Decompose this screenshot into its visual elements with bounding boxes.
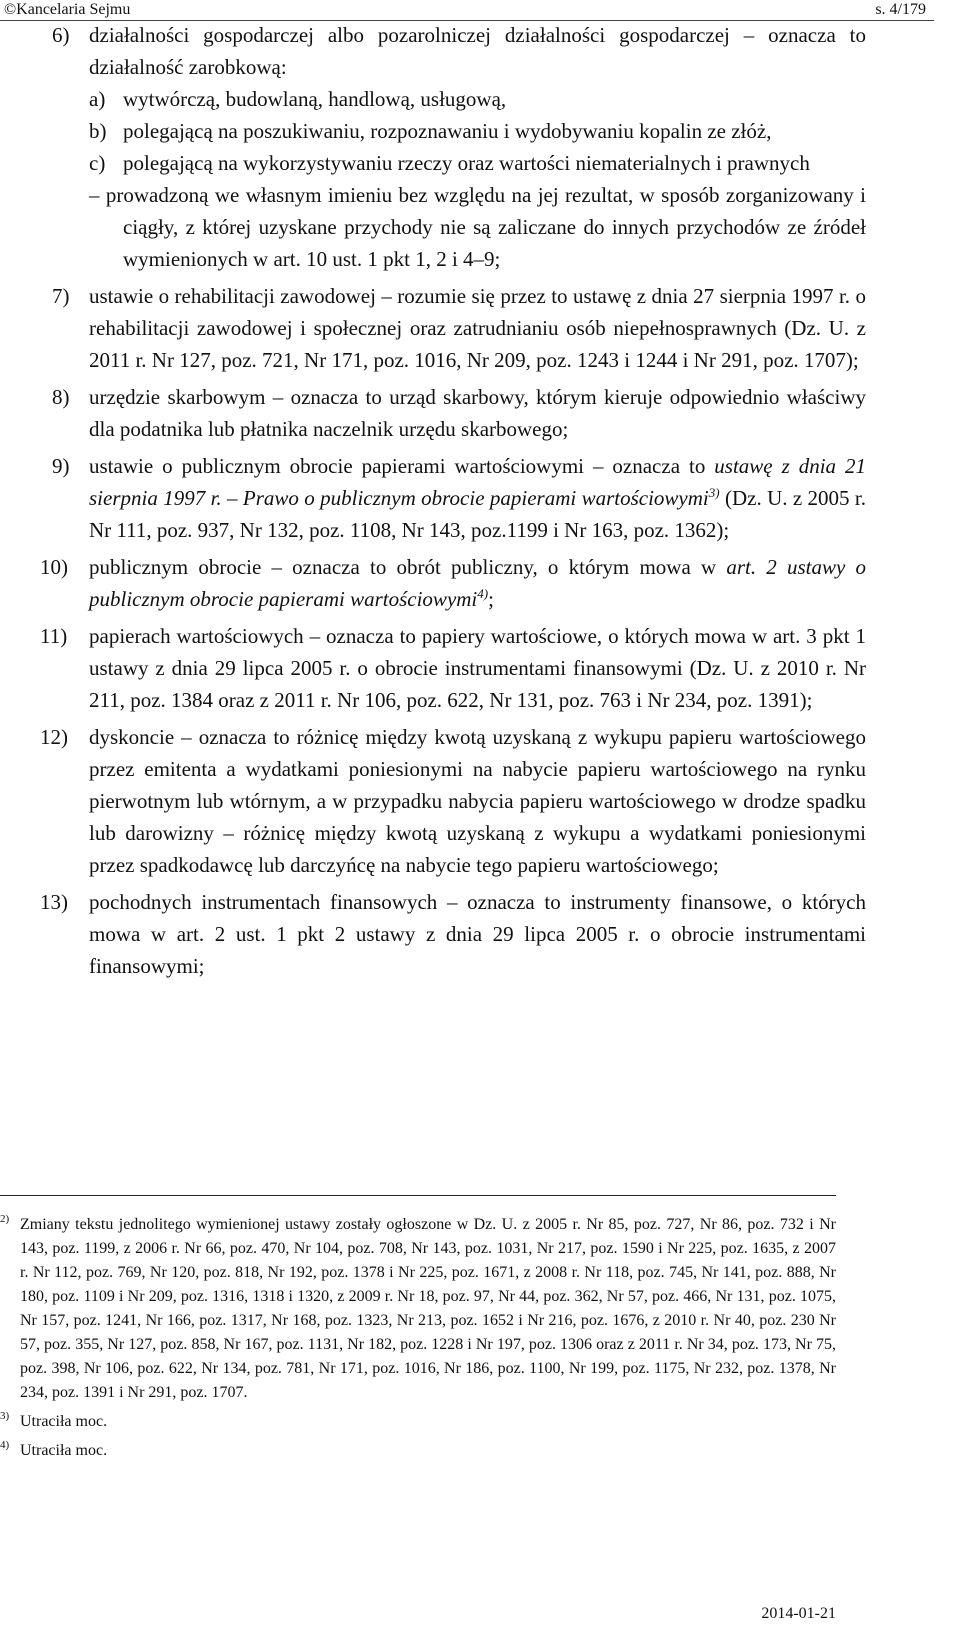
item-text: pochodnych instrumentach finansowych – oznacza to instrumenty finansowe, o których mowa w art. 2 ust. 1 pkt 2 ustawy z dnia 29 lipca 2005 r. o obrocie instrumentami finansowymi; (89, 890, 866, 978)
item-number: 13) (40, 890, 68, 914)
sub-item-c (0, 147, 866, 179)
list-item-13 (0, 886, 866, 982)
sub-item-letter: a) (89, 87, 106, 111)
footnote-text: Zmiany tekstu jednolitego wymienionej ustawy zostały ogłoszone w Dz. U. z 2005 r. Nr 85, poz. 727, Nr 86, poz. 732 i Nr 143, poz. 1199, z 2006 r. Nr 66, poz. 470, Nr 104, poz. 708, Nr 143, poz. 1031, Nr 217, poz. 1590 i Nr 225, poz. 1635, z 2007 r. Nr 112, poz. 769, Nr 120, poz. 818, Nr 192, poz. 1378 i Nr 225, poz. 1671, z 2008 r. Nr 118, poz. 745, Nr 141, poz. 888, Nr 180, poz. 1109 i Nr 209, poz. 1316, 1318 i 1320, z 2009 r. Nr 18, poz. 97, Nr 44, poz. 362, Nr 57, poz. 466, Nr 131, poz. 1075, Nr 157, poz. 1241, Nr 166, poz. 1317, Nr 168, poz. 1323, Nr 213, poz. 1652 i Nr 216, poz. 1676, z 2010 r. Nr 40, poz. 230 Nr 57, poz. 355, Nr 127, poz. 858, Nr 167, poz. 1131, Nr 182, poz. 1228 i Nr 197, poz. 1306 oraz z 2011 r. Nr 34, poz. 173, Nr 75, poz. 398, Nr 106, poz. 622, Nr 134, poz. 781, Nr 171, poz. 1016, Nr 186, poz. 1100, Nr 199, poz. 1175, Nr 232, poz. 1378, Nr 234, poz. 1391 i Nr 291, poz. 1707. (20, 1216, 836, 1401)
item-text: ustawie o rehabilitacji zawodowej – rozumie się przez to ustawę z dnia 27 sierpnia 1997 r. o rehabilitacji zawodowej i społecznej oraz zatrudnianiu osób niepełnosprawnych (Dz. U. z 2011 r. Nr 127, poz. 721, Nr 171, poz. 1016, Nr 209, poz. 1243 i 1244 i Nr 291, poz. 1707); (89, 284, 866, 372)
footnotes (0, 1213, 960, 1463)
item-text: dyskoncie – oznacza to różnicę między kwotą uzyskaną z wykupu papieru wartościowego przez emitenta a wydatkami poniesionymi na nabycie papieru wartościowego na rynku pierwotnym lub wtórnym, a w przypadku nabycia papieru wartościowego w drodze spadku lub darowizny – różnicę między kwotą uzyskaną z wykupu a wydatkami poniesionymi przez spadkodawcę lub darczyńcę na nabycie tego papieru wartościowego; (89, 725, 866, 877)
document-body (0, 19, 960, 982)
footnote-text: Utraciła moc. (20, 1413, 108, 1430)
sub-item-text: polegającą na wykorzystywaniu rzeczy oraz wartości niematerialnych i prawnych (123, 151, 810, 175)
item-text: papierach wartościowych – oznacza to papiery wartościowe, o których mowa w art. 3 pkt 1 ustawy z dnia 29 lipca 2005 r. o obrocie instrumentami finansowymi (Dz. U. z 2010 r. Nr 211, poz. 1384 oraz z 2011 r. Nr 106, poz. 622, Nr 131, poz. 763 i Nr 234, poz. 1391); (89, 624, 866, 712)
continuation-text: prowadzoną we własnym imieniu bez względu na jej rezultat, w sposób zorganizowany i ciągły, z której uzyskane przychody nie są zaliczane do innych przychodów ze źródeł wymienionych w art. 10 ust. 1 pkt 1, 2 i 4–9; (105, 183, 866, 271)
footnote-ref-4: 4) (477, 586, 489, 601)
footnote-number: 4) (0, 1439, 10, 1451)
item-text: urzędzie skarbowym – oznacza to urząd skarbowy, którym kieruje odpowiednio właściwy dla podatnika lub płatnika naczelnik urzędu skarbowego; (89, 385, 866, 441)
item-number: 8) (52, 385, 70, 409)
continuation-dash: – (89, 183, 100, 207)
item-number: 10) (40, 555, 68, 579)
sub-item-letter: c) (89, 151, 106, 175)
footnote-divider (0, 1195, 836, 1196)
item-text-lead: ustawie o publicznym obrocie papierami wartościowymi – oznacza to (89, 454, 715, 478)
footnote-number: 2) (0, 1213, 10, 1225)
list-item-10 (0, 551, 866, 615)
list-item-12 (0, 721, 866, 881)
footnote-4 (0, 1439, 836, 1463)
item-text-tail: (Dz. U. z 2005 r. Nr 111, poz. 937, Nr 132, poz. 1108, Nr 143, poz.1199 i Nr 163, poz. 1362); (89, 486, 866, 542)
sub-item-text: wytwórczą, budowlaną, handlową, usługową, (123, 87, 507, 111)
item-continuation (0, 179, 866, 275)
item-text-italic: art. 2 ustawy o publicznym obrocie papierami wartościowymi (89, 555, 866, 611)
header-copyright: ©Kancelaria Sejmu (4, 1, 131, 18)
item-text-lead: publicznym obrocie – oznacza to obrót publiczny, o którym mowa w (89, 555, 727, 579)
item-number: 12) (40, 725, 68, 749)
list-item-8 (0, 381, 866, 445)
list-item-6 (0, 19, 866, 83)
sub-item-a (0, 83, 866, 115)
list-item-7 (0, 280, 866, 376)
page-number: s. 4/179 (875, 1, 926, 18)
footnote-number: 3) (0, 1410, 10, 1422)
item-number: 6) (52, 23, 70, 47)
item-text-italic: ustawę z dnia 21 sierpnia 1997 r. – Prawo o publicznym obrocie papierami wartościowymi (89, 454, 867, 510)
item-text: działalności gospodarczej albo pozarolniczej działalności gospodarczej – oznacza to działalność zarobkową: (89, 23, 866, 79)
footnote-ref-3: 3) (708, 485, 720, 500)
item-number: 11) (40, 624, 68, 648)
footnote-text: Utraciła moc. (20, 1442, 108, 1459)
sub-item-text: polegającą na poszukiwaniu, rozpoznawaniu i wydobywaniu kopalin ze złóż, (123, 119, 772, 143)
item-number: 7) (52, 284, 70, 308)
list-item-9 (0, 450, 866, 546)
document-date: 2014-01-21 (761, 1605, 836, 1622)
footnote-2 (0, 1213, 836, 1405)
list-item-11 (0, 620, 866, 716)
sub-item-b (0, 115, 866, 147)
item-text-tail: ; (488, 587, 494, 611)
footnote-3 (0, 1410, 836, 1434)
sub-item-letter: b) (89, 119, 107, 143)
item-number: 9) (52, 454, 70, 478)
